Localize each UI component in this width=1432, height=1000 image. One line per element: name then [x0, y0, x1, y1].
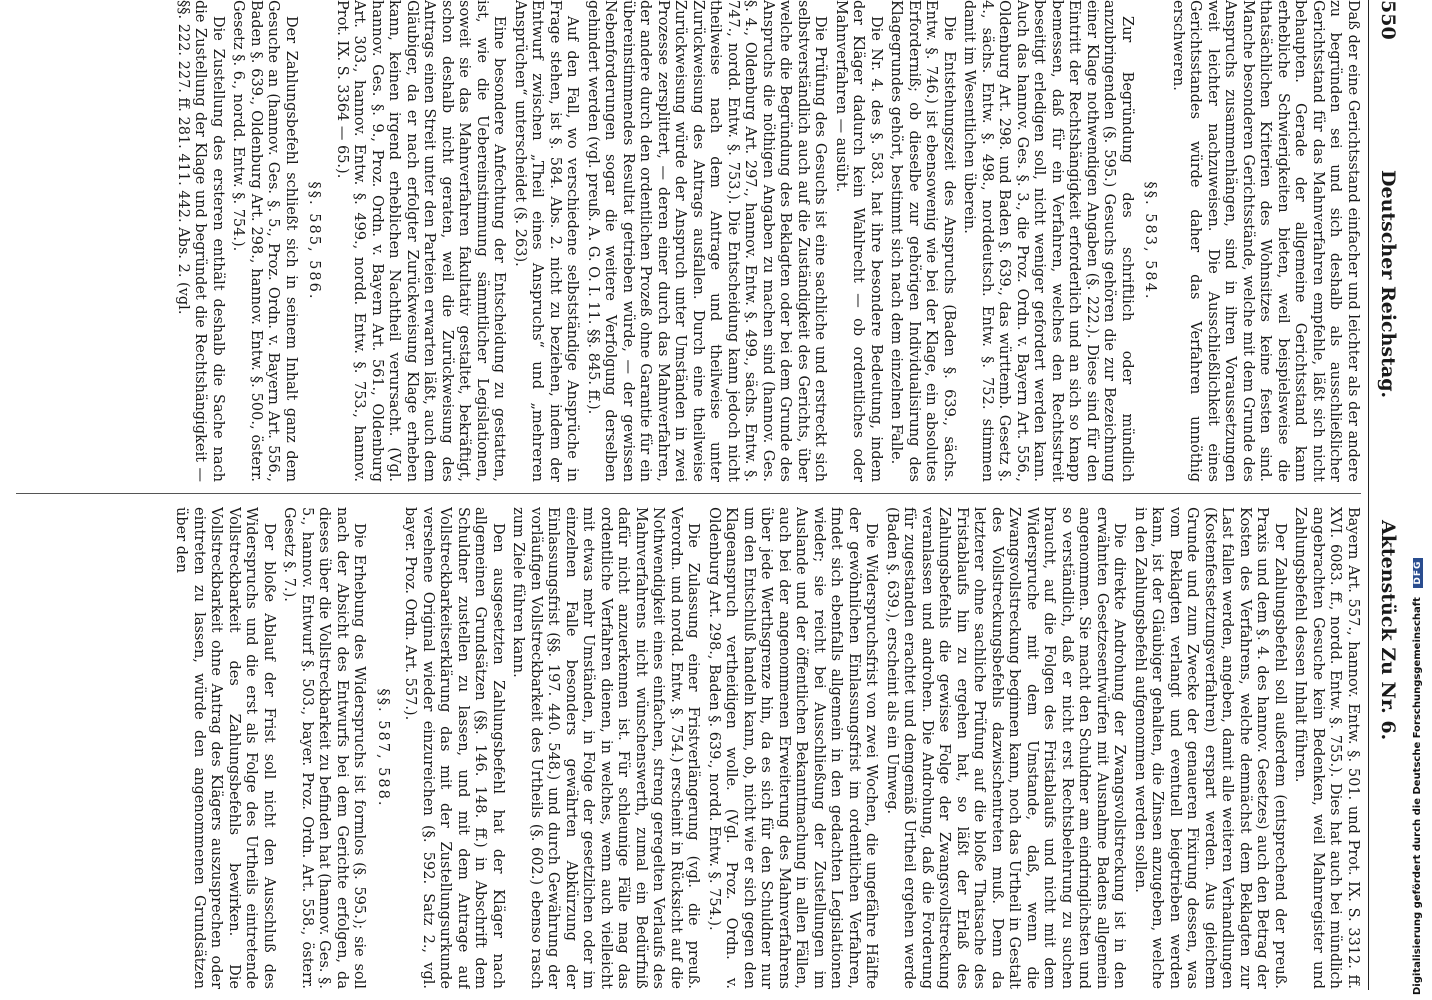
page-number: 550 — [1377, 0, 1399, 40]
paragraph: Die direkte Androhung der Zwangsvollstreckung ist in den erwähnten Gesetzesentwürfen mit Ausnahme Badens allgemein angenommen. Sie macht den Schuldner am eindringlichsten und so verständlich, daß er nicht erst Rechtsbelehrung zu suchen braucht, auf die Folgen des Fristablaufs und nicht mit dem Widerspruche mit dem Umstande, daß, wenn die Zwangsvollstreckung beginnen kann, noch das Urtheil in Gestalt des Vollstreckungsbefehls dazwischentreten muß. Denn da letzterer ohne sachliche Prüfung auf die bloße Thatsache des Fristablaufs hin zu ergehen hat, so läßt der Erlaß des Zahlungsbefehls die gewisse Folge der Zwangsvollstreckung veranlassen und androhen. Die Androhung, daß die Forderung für zugestanden erachtet und demgemäß Urtheil ergehen werde (Baden §. 639.), erscheint als ein Umweg. — [884, 507, 1128, 989]
column-divider — [16, 493, 1361, 494]
paragraph: Bayern Art. 557., hannov. Entw. §. 501. und Prot. IX. S. 3312. ff. XVI. 6083. ff., nordd. Entw. §. 755.). Dies hat auch bei mündlich angebrachten Gesuche kein Bedenken, weil Mahnregister und Zahlungsbefehl dessen Inhalt führen. — [1292, 507, 1361, 989]
page-header — [1369, 0, 1399, 990]
section-heading: §§. 583, 584. — [1142, 181, 1159, 301]
paragraph: Die Prüfung des Gesuchs ist eine sachliche und erstreckt sich selbstverständlich auch auf die Zuständigkeit des Gerichts, über welche die Begründung des Beklagten oder bei dem Grunde des Anspruchs die nöthigen Angaben zu machen sind (hannov. Ges. §. 4., Oldenburg Art. 297., hannov. Entw. §. 499., sächs. Entw. §. 747., nordd. Entw. §. 753.). Die Entscheidung kann jedoch nicht theilweise nach dem Antrage und theilweise unter Zurückweisung des Antrags ausfallen. Durch eine theilweise Zurückweisung würde der Anspruch unter Umständen in zwei Prozesse zersplittert, — deren einer durch das Mahnverfahren, der andere durch den ordentlichen Prozeß ohne Garantie für ein übereinstimmendes Resultat getrieben würde, — der gewissen Nebenforderungen sogar die weitere Verfolgung derselben gehindert werden (vgl. preuß. A. G. O. I. 11. §§. 845. ff.). — [585, 0, 829, 482]
dfg-logo: DFG — [1413, 558, 1423, 588]
left-column — [11, 0, 1361, 482]
paragraph: Der Zahlungsbefehl soll außerdem (entsprechend der preuß. Praxis und dem §. 4. des hannov. Gesetzes) auch den Betrag der Kosten des Verfahrens, welche demnächst dem Beklagten zur Last fallen werden, angeben, damit alle weiteren Verhandlungen (Kostenfestsetzungsverfahren) erspart werden. Aus gleichem Grunde und zum Zwecke der genaueren Fixirung dessen, was vom Beklagten verlangt und eventuell beigetrieben werden kann, ist der Gläubiger gehalten, die Zinsen anzugeben, welche in den Zahlungsbefehl aufgenommen werden sollen. — [1132, 507, 1288, 989]
paragraph: Die Nr. 4. des §. 583. hat ihre besondere Bedeutung, indem der Kläger dadurch kein Wahlrecht — ob ordentliches oder Mahnverfahren — ausübt. — [833, 0, 884, 482]
paragraph: Die Widerspruchsfrist von zwei Wochen, die ungefähre Hälfte der gewöhnlichen Einlassungsfrist im ordentlichen Verfahren, findet sich ebenfalls allgemein in den gedachten Legislationen wieder; sie reicht bei Ausschließung der Zustellungen im Auslande und der öffentlichen Bekanntmachung in allen Fällen, auch bei der angenommenen Erweiterung des Mahnverfahrens über jede Werthsgrenze hin, da es sich für den Schuldner nur um den Entschluß handeln kann, ob, nicht wie er sich gegen den Klageanspruch vertheidigen wolle. (Vgl. Proz. Ordn. v. Oldenburg Art. 298., Baden §. 639., nordd. Entw. §. 754.). — [706, 507, 880, 989]
paragraph: Der Zahlungsbefehl schließt sich in seinem Inhalt ganz dem Gesuche an (hannov. Ges. §. 5., Proz. Ordn. v. Bayern Art. 556., Baden §. 639., Oldenburg Art. 298., hannov. Entw. §. 500., österr. Gesetz §. 6., nordd. Entw. §. 754.). — [230, 0, 299, 482]
section-heading: §§. 587, 588. — [375, 688, 391, 808]
section-heading: §§. 585, 586. — [306, 181, 323, 301]
paragraph: Den ausgesetzten Zahlungsbefehl hat der Kläger nach allgemeinen Grundsätzen (§§. 146. 148. ff.) in Abschrift dem Schuldner zustellen zu lassen, und mit dem Antrage auf Vollstreckbarkeitserklärung das mit der Zustellungsurkunde versehene Original wieder einzureichen (§. 592. Satz 2., vgl. bayer. Proz. Ordn. Art. 557.). — [402, 507, 506, 989]
paragraph: Die Entstehungszeit des Anspruchs (Baden §. 639., sächs. Entw. §. 746.) ist ebensowenig wie bei der Klage, ein absolutes Erforderniß; ob dieselbe zur gehörigen Individualisirung des Klagegrundes gehört, bestimmt sich nach dem einzelnen Falle. — [888, 0, 957, 482]
page-subtitle: Aktenstück Zu Nr. 6. — [1377, 520, 1399, 741]
paragraph: Die Zulassung einer Fristverlängerung (vgl. die preuß. Verordn. und nordd. Entw. §. 754.) erscheint in Rücksicht auf die Nothwendigkeit eines einfachen, streng geregelten Verlaufs des Mahnverfahrens nicht wünschenswerth, zumal ein Bedürfniß dafür nicht anzuerkennen ist. Für schleunige Fälle mag das ordentliche Verfahren dienen, in welches, wenn auch vielleicht mit etwas mehr Umständen, in Folge der gesetzlichen oder im einzelnen Falle besonders gewährten Abkürzung der Einlassungsfrist (§§. 197. 440. 548.) und durch Gewährung der vorläufigen Vollstreckbarkeit des Urtheils (§. 602.) ebenso rasch zum Ziele führen kann. — [510, 507, 702, 989]
scanned-page — [5, 0, 1405, 995]
paragraph: Auf den Fall, wo verschiedene selbstständige Ansprüche in Frage stehen, ist §. 584. Abs. 2. nicht zu beziehen, indem der Entwurf zwischen „Theil eines Anspruchs“ und „mehreren Ansprüchen“ unterscheidet (§. 263). — [512, 0, 581, 482]
paragraph: Die Erhebung des Widerspruchs ist formlos (§. 595.); sie soll nach der Absicht des Entwurfs bei dem Gerichte erfolgen, da dieses über die Vollstreckbarkeit zu befinden hat (hannov. Ges. §. 5., hannov. Entwurf §. 503., bayer. Proz. Ordn. Art. 558., österr. Gesetz §. 7.). — [281, 507, 368, 989]
paragraph: Eine besondere Anfechtung der Entscheidung zu gestatten, ist, wie die Uebereinstimmung sämmtlicher Legislationen, soweit sie das Mahnverfahren fakultativ gestaltet, bekräftigt, schon deshalb nicht geraten, weil die Zurückweisung des Antrags einen Streit unter den Parteien erwarten läßt, auch dem Gläubiger, da er nach erfolgter Zurückweisung Klage erheben kann, keinen irgend erheblichen Nachtheil verursacht. (Vgl. hannov. Ges. §. 9., Proz. Ordn. v. Bayern Art. 561., Oldenburg Art. 303., hannov. Entw. §. 499., nordd. Entw. §. 753., hannov. Prot. IX. S. 3364 — 65.). — [334, 0, 508, 482]
paragraph: Zur Begründung des schriftlich oder mündlich anzubringenden (§. 595.) Gesuchs gehören die zur Bezeichnung einer Klage nothwendigen Angaben (§. 222.). Diese sind für den Eintritt der Rechtshängigkeit erforderlich und an sich so knapp bemessen, daß für ein Verfahren, welches den Rechtsstreit beseitigt erledigen soll, nicht weniger gefordert werden kann. Auch das hannov. Ges. §. 3., die Proz. Ordn. v. Bayern Art. 556., Oldenburg Art. 298. und Baden §. 639., das württemb. Gesetz §. 4., sächs. Entw. §. 498., norddeutsch. Entw. §. 752. stimmen damit im Wesentlichen überein. — [961, 0, 1135, 482]
paragraph: Der bloße Ablauf der Frist soll nicht den Ausschluß des Widerspruchs und die erst als Folge des Urtheils eintretende Vollstreckbarkeit des Zahlungsbefehls bewirken. Die Vollstreckbarkeit ohne Antrag des Klägers auszusprechen oder eintreten zu lassen, würde den angenommenen Grundsätzen über den — [173, 507, 277, 989]
paragraph: Die Zustellung des ersteren enthält deshalb die Sache nach die Zustellung der Klage und begründet die Rechtshängigkeit — §§. 222. 227. ff. 281. 411. 442. Abs. 2. (vgl. — [175, 0, 226, 482]
header-rule — [1368, 0, 1369, 990]
credit-text: Digitalisierung gefördert durch die Deutsche Forschungsgemeinschaft — [1412, 597, 1423, 995]
paragraph: Daß der eine Gerichtsstand einfacher und leichter als der andere zu begründen sei und sich deshalb als ausschließlicher Gerichtsstand für das Mahnverfahren empfehle, läßt sich nicht behaupten. Gerade der allgemeine Gerichtsstand kann erhebliche Schwierigkeiten bieten, weil beispielsweise die thatsächlichen Kriterien des Wohnsitzes keine festen sind. Manche besonderen Gerichtsstände, welche mit dem Grunde des Anspruchs zusammenhängen, sind in ihren Voraussetzungen weit leichter nachzuweisen. Die Ausschließlichkeit eines Gerichtsstandes würde daher das Verfahren unnöthig erschweren. — [1170, 0, 1361, 482]
digitization-credit — [1412, 0, 1423, 995]
right-column — [11, 507, 1361, 989]
page-title: Deutscher Reichstag. — [1377, 170, 1399, 399]
